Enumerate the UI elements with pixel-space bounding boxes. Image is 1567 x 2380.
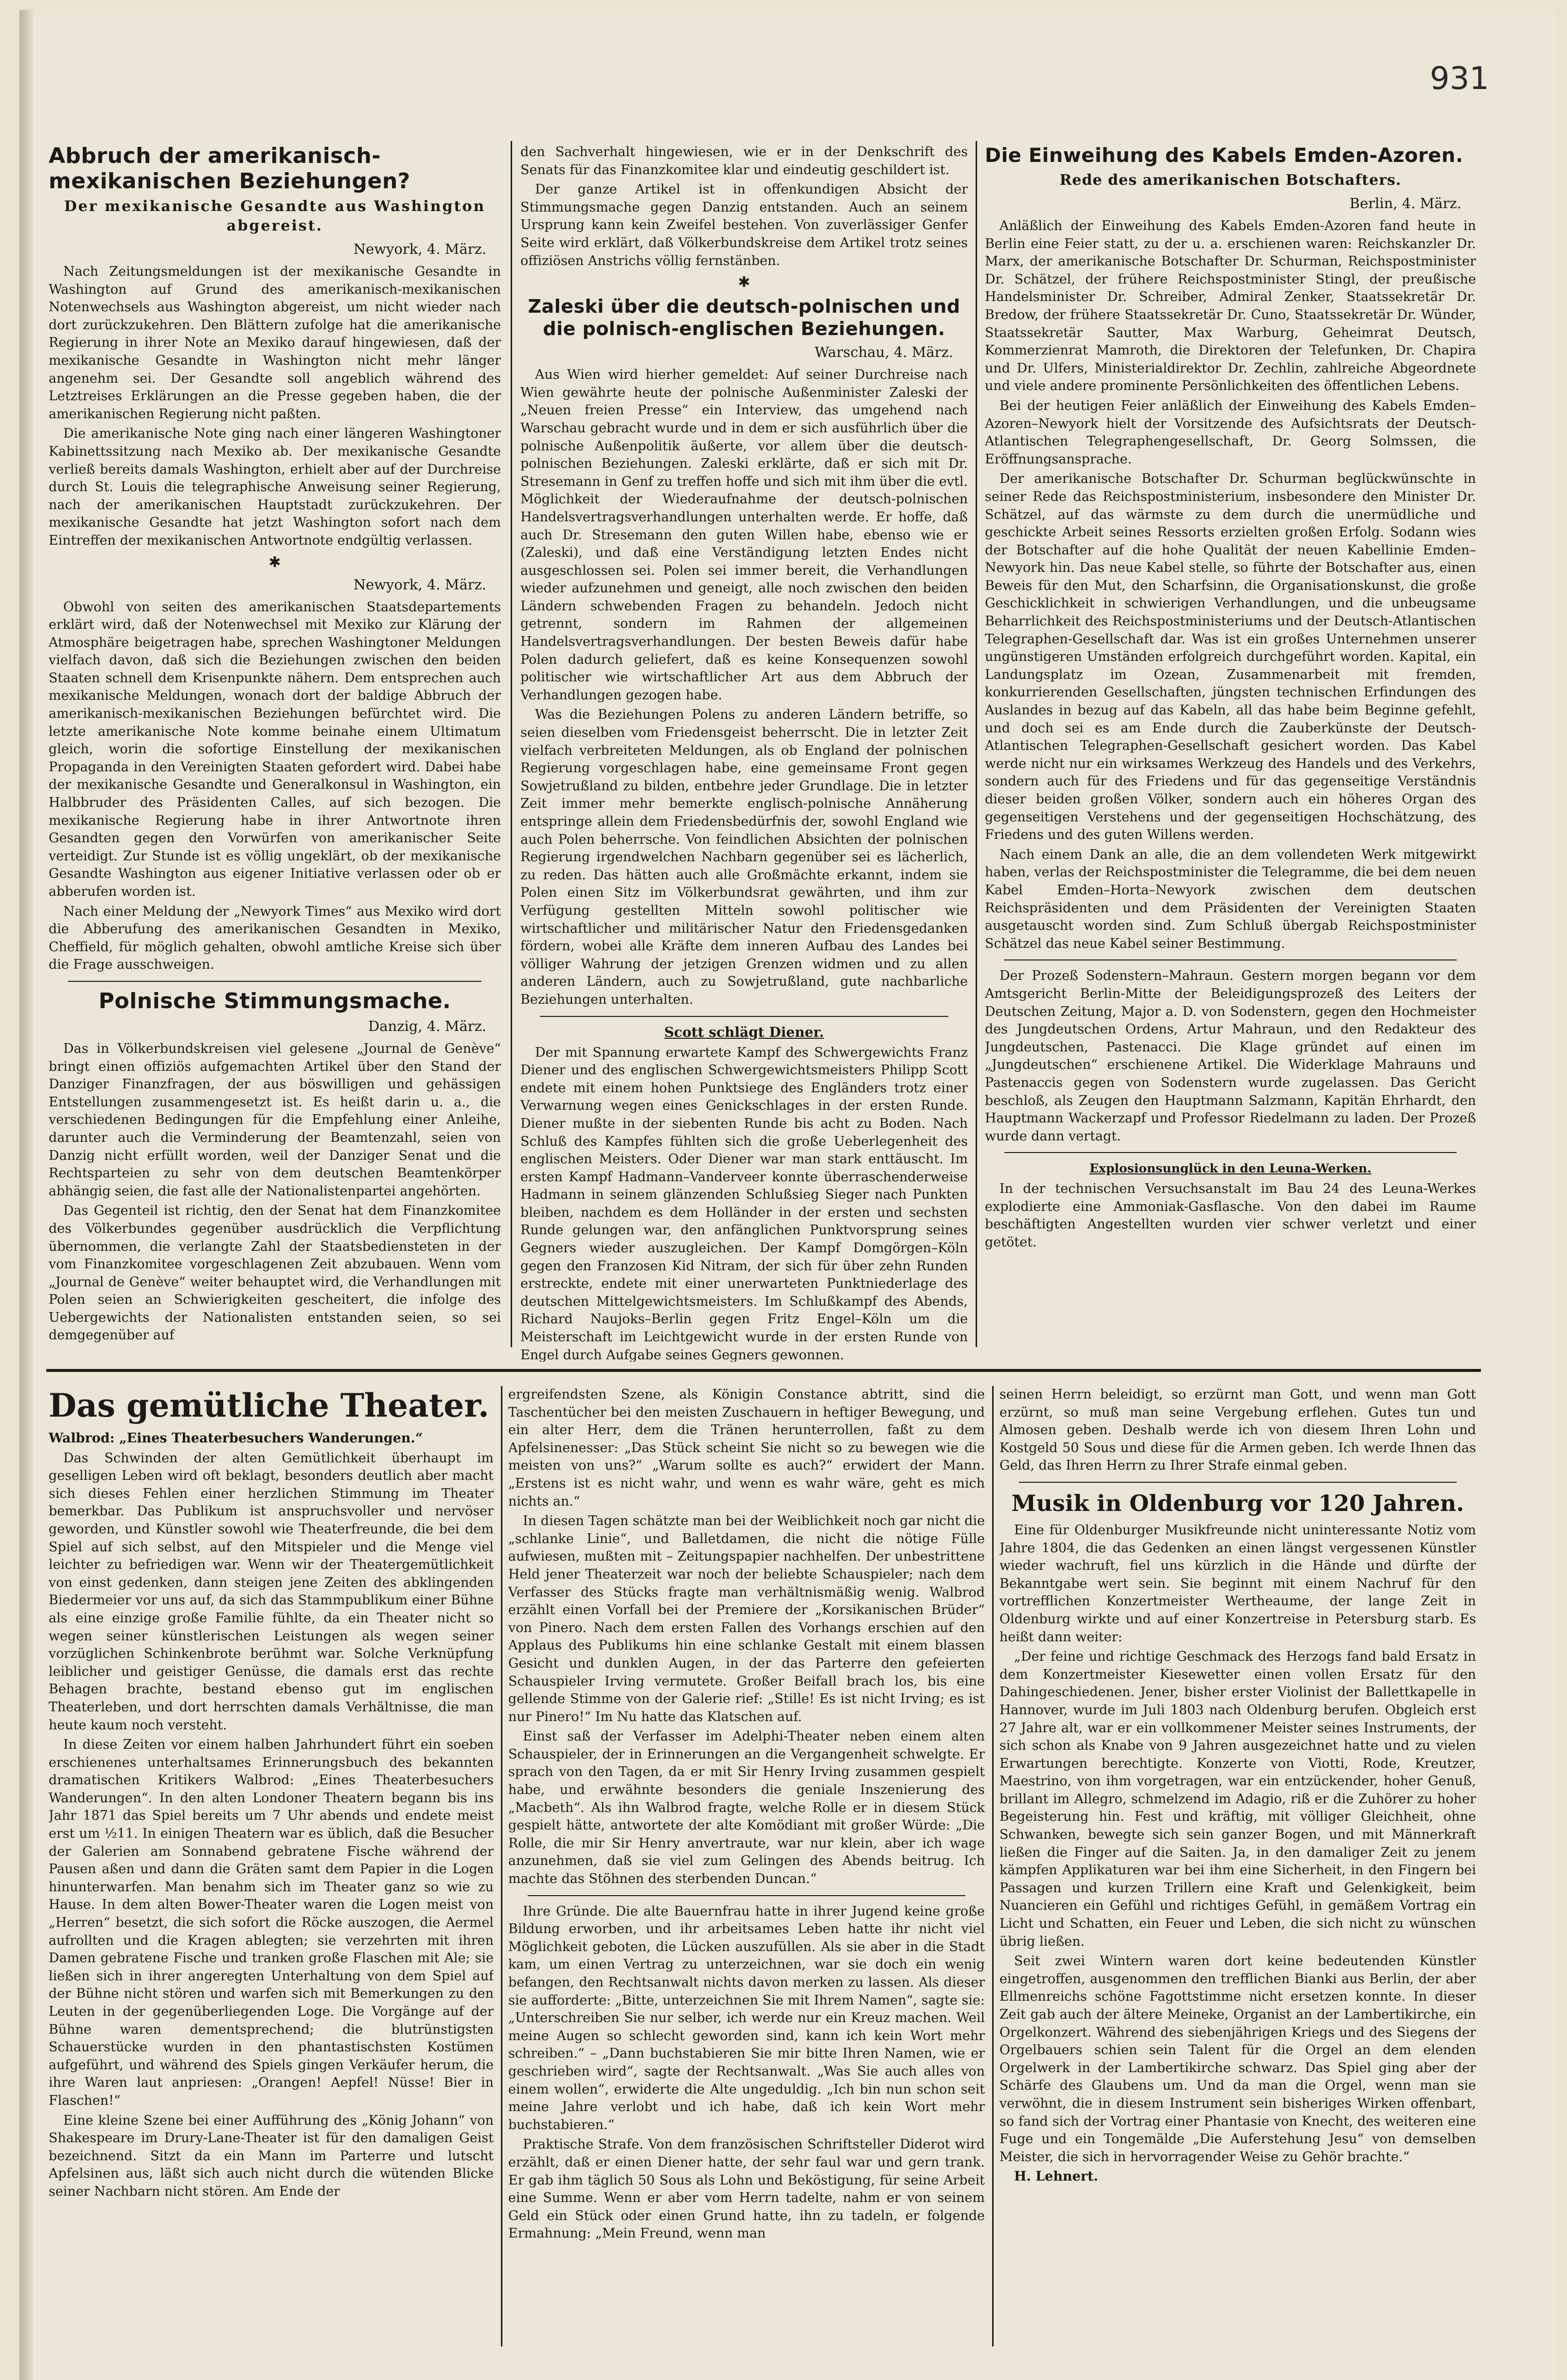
dateline: Warschau, 4. März. <box>815 344 953 361</box>
paragraph: Der ganze Artikel ist in offenkundigen Absicht der Stimmungsmache gegen Danzig entstanden. Auch an seinem Ursprung kann kein Zweifel bestehen. Von zuverlässiger Genfer Seite wird erklärt, daß Völkerbundskreise dem Artikel trotz seines offiziösen Anstrichs völlig fernstänben. <box>520 182 968 268</box>
paragraph: Das Gegenteil ist richtig, den der Senat hat dem Finanzkomitee des Völkerbundes gegenüber ausdrücklich die Verpflichtung übernommen, die verlangte Zahl der Staatsbediensteten in der vom Finanzkomitee vorgeschlagenen Zeit abzubauen. Wenn vom „Journal de Genève“ weiter behauptet wird, die Verhandlungen mit Polen seien an Schwierigkeiten gescheitert, die infolge des Uebergewichts der Nationalisten entstanden seien, so sei demgegenüber auf <box>49 1203 501 1343</box>
column-rule <box>976 141 977 1347</box>
paragraph: Was die Beziehungen Polens zu anderen Ländern betriffe, so seien dieselben vom Friedensgeist beherrscht. Die in letzter Zeit vielfach verbreiteten Meldungen, als ob England der polnischen Regierung vorgeschlagen habe, eine gemeinsame Front gegen Sowjetrußland zu bilden, entbehre jeder Grundlage. Die in letzter Zeit immer mehr bemerkte englisch-polnische Annäherung entspringe allein dem Friedensbedürfnis der, sowohl England wie auch Polen beherrsche. Von feindlichen Absichten der polnischen Regierung irgendwelchen Nachbarn gegenüber sei es lächerlich, zu reden. Das hätten auch alle Großmächte erkannt, indem sie Polen einen Sitz im Völkerbundsrat gewährten, und ihm zur Verfügung gestellten Mitteln sowohl politischer wie wirtschaftlicher und militärischer Natur den Friedensgedanken fördern, wobei alle Kräfte dem inneren Aufbau des Landes bei völliger Wahrung der jetzigen Grenzen widmen und zu allen anderen Ländern, auch zu Sowjetrußland, gute nachbarliche Beziehungen unterhalten. <box>520 707 968 1007</box>
author-signature: H. Lehnert. <box>1014 2169 1099 2185</box>
article-separator <box>528 1895 965 1896</box>
column-rule <box>501 1386 502 2346</box>
paragraph: Ihre Gründe. Die alte Bauernfrau hatte in ihrer Jugend keine große Bildung erworben, und ihr arbeitsames Leben hatte ihr nicht viel Möglichkeit geboten, die Lücken auszufüllen. Als sie aber in die Stadt kam, um einen Vertrag zu unterzeichnen, war sie doch ein wenig befangen, den Rechtsanwalt nichts davon merken zu lassen. Als dieser sie aufforderte: „Bitte, unterzeichnen Sie mit Ihrem Namen“, sagte sie: „Unterschreiben Sie nur selber, ich werde nur ein Kreuz machen. Weil meine Augen so schlecht geworden sind, kann ich kein Wort mehr schreiben.“ – „Dann buchstabieren Sie mir bitte Ihren Namen, wie er geschrieben wird“, sagte der Rechtsanwalt. „Was Sie auch alles von einem wollen“, erwiderte die Alte ungeduldig. „Ich bin nun schon seit meine Jahre verlobt und ich habe, daß ich kein Wort mehr buchstabieren.“ <box>508 1903 985 2132</box>
paragraph: Einst saß der Verfasser im Adelphi-Theater neben einem alten Schauspieler, der in Erinnerungen an die Vergangenheit schwelgte. Er sprach von den Tagen, da er mit Sir Henry Irving zusammen gespielt habe, und erwähnte besonders die geniale Inszenierung des „Macbeth“. Als ihn Walbrod fragte, welche Rolle er in diesem Stück gespielt hätte, antwortete der alte Komödiant mit großer Würde: „Die Rolle, die mir Sir Henry anvertraute, war nur klein, aber ich wage anzunehmen, daß sie viel zum Gelingen des Abends beitrug. Ich machte das Stöhnen des sterbenden Duncan.“ <box>508 1729 985 1887</box>
paragraph: Nach einem Dank an alle, die an dem vollendeten Werk mitgewirkt haben, verlas der Reichspostminister die Telegramme, die bei dem neuen Kabel Emden–Horta–Newyork zwischen dem deutschen Reichspräsidenten und dem Präsidenten der Vereinigten Staaten ausgetauscht worden sind. Zum Schluß übergab Reichspostminister Schätzel das neue Kabel seiner Bestimmung. <box>985 847 1476 951</box>
feuilleton-column-middle <box>508 1386 985 2346</box>
paragraph: Praktische Strafe. Von dem französischen Schriftsteller Diderot wird erzählt, daß er einen Diener hatte, der sehr faul war und gern trank. Er gab ihm täglich 50 Sous als Lohn und Beköstigung, für seine Arbeit eine Summe. Wenn er aber vom Herrn tadelte, nahm er von seinem Geld ein Stück oder einen Grund hatte, ihn zu tadeln, er folgende Ermahnung: „Mein Freund, wenn man <box>508 2137 985 2241</box>
paragraph: den Sachverhalt hingewiesen, wie er in der Denkschrift des Senats für das Finanzkomitee klar und eindeutig geschildert ist. <box>520 144 968 178</box>
paragraph: Der amerikanische Botschafter Dr. Schurman beglückwünschte in seiner Rede das Reichspostministerium, insbesondere den Minister Dr. Schätzel, auf das wärmste zu dem durch die unermüdliche und geschickte Arbeit seines Ressorts erzielten großen Erfolg. Sodann wies der Botschafter auf die hohe Qualität der neuen Kabellinie Emden–Newyork hin. Das neue Kabel stelle, so führte der Botschafter aus, einen Beweis für den Mut, den Scharfsinn, die Organisationskunst, die große Geschicklichkeit in schwierigen Verhandlungen, und die unbeugsame Beharrlichkeit des Reichspostministeriums und der Deutsch-Atlantischen Telegraphen-Gesellschaft dar. Was ist ein großes Unternehmen unserer ungünstigeren Umständen erfolgreich durchgeführt worden. Kapital, ein Landungsplatz im Ozean, Zusammenarbeit mit fremden, konkurrierenden Gesellschaften, jüngsten technischen Erfindungen des Auslandes in bezug auf das Kabeln, all das habe beim Beginne gefehlt, und doch sei es am Ende durch die Zauberkünste der Deutsch-Atlantischen Telegraphen-Gesellschaft gesichert worden. Das Kabel werde nicht nur ein wirksames Werkzeug des Handels und des Verkehrs, sondern auch für des Friedens und für das gegenseitige Verständnis dieser beiden großen Völker, sondern auch ein höheres Organ des gegenseitigen Verstehens und der gegenseitigen Hochschätzung, des Friedens und des guten Willens werden. <box>985 471 1476 843</box>
article-headline: Abbruch der amerikanisch-mexikanischen Beziehungen? <box>49 143 410 194</box>
article-subheadline: Der mexikanische Gesandte aus Washington abgereist. <box>64 198 486 234</box>
section-star: ✱ <box>268 553 281 571</box>
article-subheadline: Rede des amerikanischen Botschafters. <box>1059 172 1402 189</box>
paragraph: In der technischen Versuchsanstalt im Bau 24 des Leuna-Werkes explodierte eine Ammoniak-Gasflasche. Von den dabei im Raume beschäftigten Angestellten wurden vier schwer verletzt und einer getötet. <box>985 1181 1476 1250</box>
paragraph: Nach Zeitungsmeldungen ist der mexikanische Gesandte in Washington auf Grund des amerikanisch-mexikanischen Notenwechsels aus Washington abgereist, um nicht wieder nach dort zurückzukehren. Den Blättern zufolge hat die amerikanische Regierung in ihrer Note an Mexiko darauf hingewiesen, daß der mexikanische Gesandte in Washington nicht mehr länger angenehm sei. Der Gesandte soll angeblich während des Letztreises Erklärungen an die Presse gegeben haben, die der amerikanischen Regierung nicht paßten. <box>49 264 501 422</box>
dateline: Newyork, 4. März. <box>353 576 486 593</box>
feuilleton-headline: Musik in Oldenburg vor 120 Jahren. <box>1011 1490 1464 1516</box>
paragraph: „Der feine und richtige Geschmack des Herzogs fand bald Ersatz in dem Konzertmeister Kiesewetter einen vollen Ersatz für den Dahingeschiedenen. Jener, bisher erster Violinist der Ballettkapelle in Hannover, wurde im Juli 1803 nach Oldenburg berufen. Obgleich erst 27 Jahre alt, war er ein vollkommener Meister seines Instruments, der sich schon als Knabe von 9 Jahren ausgezeichnet hatte und zu vielen Erwartungen berechtigte. Konzerte von Viotti, Rode, Kreutzer, Maestrino, von ihm vorgetragen, war ein entzückender, hoher Genuß, brillant im Allegro, schmelzend im Adagio, riß er die Zuhörer zu hoher Begeisterung hin. Fest und kräftig, mit völliger Gleichheit, ohne Schwanken, bewegte sich sein ganzer Bogen, und mit Männerkraft ließen die Finger auf die Saiten. Ja, in den damaliger Zeit zu jenem kämpfen Applikaturen war bei ihm eine Sicherheit, in den Fingern bei Passagen und kurzen Trillern eine Kraft und Gelenkigkeit, beim Nuancieren ein Gefühl und richtiges Gefühl, in gemäßem Vortrag ein Licht und Schatten, ein Feuer und Leben, die sich nicht zu wünschen übrig ließen. <box>999 1649 1476 1949</box>
paragraph: ergreifendsten Szene, als Königin Constance abtritt, sind die Taschentücher bei den meisten Zuschauern in heftiger Bewegung, und ein alter Herr, dem die Tränen herunterrollen, faßt zu dem Apfelsinenesser: „Das Stück scheint Sie nicht so zu bewegen wie die meisten von uns?“ „Warum sollte es auch?“ erwidert der Mann. „Erstens ist es nicht wahr, und wenn es wahr wäre, geht es mich nichts an.“ <box>508 1387 985 1509</box>
paragraph: Seit zwei Wintern waren dort keine bedeutenden Künstler eingetroffen, ausgenommen den trefflichen Bianki aus Berlin, der aber Ellmenreichs schöne Fagottstimme nicht ersetzen konnte. In dieser Zeit gab auch der ältere Meineke, Organist an der Lambertikirche, ein Orgelkonzert. Während des siebenjährigen Kriegs und des Siegens der Orgelbauers schien sein Talent für die Orgel an dem elenden Orgelwerk in der Lambertikirche schwarz. Das Spiel ging aber der Schärfe des Glaubens um. Und da man die Orgel, wenn man sie verwöhnt, die in diesem Instrument sein bisheriges Wirken offenbart, so fand sich der Vortrag einer Phantasie von Knecht, des weiteren eine Fuge und ein Tongemälde „Die Auferstehung Jesu“ von demselben Meister, die sich in hervorragender Weise zu Gehör brachte.“ <box>999 1954 1476 2165</box>
column-rule <box>511 141 512 1347</box>
page-fold-shadow <box>19 10 33 2380</box>
paragraph: Eine für Oldenburger Musikfreunde nicht uninteressante Notiz vom Jahre 1804, die das Gedenken an einen längst vergessenen Künstler wieder wachruft, fiel uns kürzlich in die Hände und dürfte der Bekanntgabe wert sein. Sie beginnt mit einem Nachruf für den vortrefflichen Konzertmeister Wertheaume, der lange Zeit in Oldenburg wirkte und auf einer Konzertreise in Petersburg starb. Es heißt dann weiter: <box>999 1522 1476 1645</box>
article-separator <box>68 981 481 982</box>
article-separator <box>1019 1482 1457 1483</box>
article-separator <box>1004 1152 1457 1153</box>
paragraph: Die amerikanische Note ging nach einer längeren Washingtoner Kabinettssitzung nach Mexiko ab. Der mexikanische Gesandte verließ bereits damals Washington, erhielt aber auf der Durchreise durch St. Louis die telegraphische Anweisung seiner Regierung, nach der amerikanischen Hauptstadt zurückzukehren. Der mexikanische Gesandte hat jetzt Washington sofort nach dem Eintreffen der mexikanischen Antwortnote endgültig verlassen. <box>49 426 501 548</box>
paragraph: Der mit Spannung erwartete Kampf des Schwergewichts Franz Diener und des englischen Schwergewichtsmeisters Philipp Scott endete mit einem hohen Punktsiege des Engländers trotz einer Verwarnung wegen eines Genickschlages in der ersten Runde. Diener mußte in der siebenten Runde bis acht zu Boden. Nach Schluß des Kampfes fühlten sich die große Ueberlegenheit des englischen Meisters. Oder Diener war man stark enttäuscht. Im ersten Kampf Hadmann–Vanderveer konnte überraschenderweise Hadmann in seinem glänzenden Schlußsieg Sieger nach Punkten bleiben, nachdem es dem Holländer in der ersten und sechsten Runde gelungen war, den anfänglichen Punktvorsprung seines Gegners wieder auszugleichen. Der Kampf Domgörgen–Köln gegen den Franzosen Kid Nitram, der sich für über zehn Runden erstreckte, endete mit einer unerwarteten Punktniederlage des deutschen Mittelgewichtsmeisters. Im Schlußkampf des Abends, Richard Naujoks–Berlin gegen Fritz Engel–Köln um die Meisterschaft im Leichtgewicht wurde in der ersten Runde von Engel durch Aufgabe seines Gegners gewonnen. <box>520 1045 968 1362</box>
feuilleton-headline: Das gemütliche Theater. <box>49 1386 489 1424</box>
feuilleton-column-left <box>49 1386 494 2346</box>
dateline: Berlin, 4. März. <box>1349 195 1461 212</box>
article-separator <box>1004 959 1457 960</box>
article-headline: Polnische Stimmungsmache. <box>98 988 451 1013</box>
paragraph: Das Schwinden der alten Gemütlichkeit überhaupt im geselligen Leben wird oft beklagt, besonders deutlich aber macht sich dieses Fehlen einer herzlichen Stimmung im Theater bemerkbar. Das Publikum ist anspruchsvoller und nervöser geworden, und Künstler sowohl wie Theaterfreunde, die bei dem Spiel auf sich selbst, auf den Mitspieler und die Menge viel leichter zu befriedigen war. Wenn wir der Theatergemütlichkeit von einst gedenken, dann steigen jene Zeiten des abklingenden Biedermeier vor uns auf, da sich das Stammpublikum einer Bühne als eine einzige große Familie fühlte, da ein Theater nicht so wegen seiner künstlerischen Leistungen als wegen seiner vorzüglichen Schinkenbrote berühmt war. Solche Verknüpfung leiblicher und geistiger Genüsse, die damals erst das rechte Behagen brachte, bestand ebenso gut im englischen Theaterleben, und dort herrschten damals Verhältnisse, die man heute kaum noch versteht. <box>49 1450 494 1733</box>
dateline: Danzig, 4. März. <box>368 1017 486 1034</box>
paragraph: Nach einer Meldung der „Newyork Times“ aus Mexiko wird dort die Abberufung des amerikanischen Gesandten in Mexiko, Cheffield, für möglich gehalten, obwohl amtliche Kreise sich über die Frage ausschweigen. <box>49 904 501 973</box>
article-separator <box>540 1016 948 1017</box>
feuilleton-subtitle: Walbrod: „Eines Theaterbesuchers Wanderungen.“ <box>49 1431 423 1446</box>
paragraph: Eine kleine Szene bei einer Aufführung des „König Johann“ von Shakespeare im Drury-Lane-Theater ist für den damaligen Geist bezeichnend. Sitzt da ein Mann im Parterre und lutscht Apfelsinen aus, läßt sich auch nicht durch die wütenden Blicke seiner Nachbarn nicht stören. Am Ende der <box>49 2113 494 2199</box>
section-divider <box>46 1369 1481 1372</box>
dateline: Newyork, 4. März. <box>353 241 486 257</box>
paragraph: Bei der heutigen Feier anläßlich der Einweihung des Kabels Emden–Azoren–Newyork hielt der Vorsitzende des Aufsichtsrats der Deutsch-Atlantischen Telegraphengesellschaft, Dr. Georg Solmssen, die Eröffnungsansprache. <box>985 398 1476 467</box>
paragraph: In diesen Tagen schätzte man bei der Weiblichkeit noch gar nicht die „schlanke Linie“, und Balletdamen, die nicht die nötige Fülle aufwiesen, mußten mit – Zeitungspapier nachhelfen. Der unbestrittene Held jener Theaterzeit war noch der beliebte Schauspieler; nach dem Verfasser des Stücks fragte man verhältnismäßig wenig. Walbrod erzählt einen Vorfall bei der Premiere der „Korsikanischen Brüder“ von Pinero. Nach dem ersten Fallen des Vorhangs erschien auf den Applaus des Publikums hin eine schlanke Gestalt mit einem blassen Gesicht und dunklen Augen, in der das Parterre den gefeierten Schauspieler Irving vermutete. Großer Beifall brach los, bis eine gellende Stimme von der Galerie rief: „Stille! Es ist nicht Irving; es ist nur Pinero!“ Im Nu hatte das Klatschen auf. <box>508 1513 985 1724</box>
paragraph: In diese Zeiten vor einem halben Jahrhundert führt ein soeben erschienenes unterhaltsames Erinnerungsbuch des bekannten dramatischen Kritikers Walbrod: „Eines Theaterbesuchers Wanderungen“. In den alten Londoner Theatern begann bis ins Jahr 1871 das Spiel bereits um 7 Uhr abends und endete meist erst um ½11. In einigen Theatern war es üblich, daß die Besucher der Galerien am Sonnabend gebratene Fische während der Pausen aßen und dann die Gräten samt dem Papier in die Logen hinunterwarfen. Man benahm sich im Theater ganz so wie zu Hause. In dem alten Bower-Theater waren die Logen meist von „Herren“ besetzt, die sich sofort die Röcke auszogen, die Aermel aufrollten und die Kragen ablegten; sie verzehrten mit ihren Damen gebratene Fische und tranken große Flaschen mit Ale; sie ließen sich in ihrer angeregten Unterhaltung von dem Spiel auf der Bühne nicht stören und warfen sich mit Bemerkungen zu den Leuten in der gegenüberliegenden Loge. Die Vorgänge auf der Bühne waren dementsprechend; die blutrünstigsten Schauerstücke wurden in den phantastischsten Kostümen aufgeführt, und während des Spiels gingen Verkäufer herum, die ihre Waren laut anpriesen: „Orangen! Aepfel! Nüsse! Bier in Flaschen!“ <box>49 1737 494 2108</box>
article-headline: Scott schlägt Diener. <box>664 1024 824 1040</box>
article-headline: Zaleski über die deutsch-polnischen und die polnisch-englischen Beziehungen. <box>528 296 961 340</box>
column-middle <box>520 143 968 1362</box>
paragraph: Das in Völkerbundskreisen viel gelesene „Journal de Genève“ bringt einen offiziös aufgemachten Artikel über den Stand der Danziger Finanzfragen, der aus böswilligen und gehässigen Entstellungen zusammengesetzt ist. Es heißt darin u. a., die verschiedenen Bedingungen für die Empfehlung einer Anleihe, darunter auch die Verminderung der Beamtenzahl, seien von Danzig nicht erfüllt worden, weil der Danziger Senat und die Rechtsparteien zu sehr von dem deutschen Beamtenkörper abhängig seien, die fast alle der Nationalistenpartei angehörten. <box>49 1041 501 1199</box>
column-rule <box>992 1386 994 2346</box>
paragraph: Obwohl von seiten des amerikanischen Staatsdepartements erklärt wird, daß der Notenwechsel mit Mexiko zur Klärung der Atmosphäre beigetragen habe, sprechen Washingtoner Meldungen vielfach davon, daß sich die Beziehungen zwischen den beiden Staaten schnell dem Krisenpunkte nähern. Dem entsprechen auch mexikanische Meldungen, wonach dort der baldige Abbruch der amerikanisch-mexikanischen Beziehungen befürchtet wird. Die letzte amerikanische Note komme beinahe einem Ultimatum gleich, worin die sofortige Einstellung der mexikanischen Propaganda in den Vereinigten Staaten gefordert wird. Dabei habe der mexikanische Gesandte und Generalkonsul in Washington, ein Halbbruder des Präsidenten Calles, auf sich bezogen. Die mexikanische Regierung habe in ihrer Antwortnote ihren Gesandten gegen den Vorwürfen von amerikanischer Seite verteidigt. Zur Stunde ist es völlig ungeklärt, ob der mexikanische Gesandte Washington aus eigener Initiative verlassen oder ob er abberufen worden ist. <box>49 599 501 899</box>
paragraph: Anläßlich der Einweihung des Kabels Emden-Azoren fand heute in Berlin eine Feier statt, zu der u. a. erschienen waren: Reichskanzler Dr. Marx, der amerikanische Botschafter Dr. Schurman, Reichspostminister Dr. Schätzel, der frühere Reichspostminister Stingl, der preußische Handelsminister Dr. Schreiber, Admiral Zenker, Staatssekretär Dr. Bredow, der frühere Staatssekretär Dr. Cuno, Staatssekretär Dr. Wünder, Staatssekretär Sautter, Max Warburg, Geheimrat Deutsch, Kommerzienrat Mamroth, die Direktoren der Telefunken, Dr. Chapira und Dr. Ulfers, Ministerialdirektor Dr. Zechlin, zahlreiche Abgeordnete und viele andere prominente Persönlichkeiten des öffentlichen Lebens. <box>985 218 1476 394</box>
paragraph: Aus Wien wird hierher gemeldet: Auf seiner Durchreise nach Wien gewährte heute der polnische Außenminister Zaleski der „Neuen freien Presse“ ein Interview, das umgehend nach Warschau gebracht wurde und in dem er sich ausführlich über die polnische Außenpolitik äußerte, vor allem über die deutsch-polnischen Beziehungen. Zaleski erklärte, daß er sich mit Dr. Stresemann in Genf zu treffen hoffe und sich mit ihm über die evtl. Möglichkeit der Wiederaufnahme der deutsch-polnischen Handelsvertragsverhandlungen unterhalten werde. Er hoffe, daß auch Dr. Stresemann den guten Willen habe, ebenso wie er (Zaleski), und daß eine Verständigung letzten Endes nicht ausgeschlossen sei. Polen sei immer bereit, die Verhandlungen wieder aufzunehmen und geneigt, alle noch zwischen den beiden Ländern schwebenden Fragen zu behandeln. Jedoch nicht getrennt, sondern im Rahmen der allgemeinen Handelsvertragsverhandlungen. Der besten Beweis dafür habe Polen dadurch geliefert, daß es keine Konsequenzen sowohl politischer wie wirtschaftlicher Art aus dem Abbruch der Verhandlungen gezogen habe. <box>520 367 968 703</box>
article-headline: Die Einweihung des Kabels Emden-Azoren. <box>985 144 1463 167</box>
column-left <box>49 143 501 1362</box>
newspaper-page <box>19 10 1557 2380</box>
paragraph: Der Prozeß Sodenstern–Mahraun. Gestern morgen begann vor dem Amtsgericht Berlin-Mitte der Beleidigungsprozeß des Leiters der Deutschen Zeitung, Major a. D. von Sodenstern, gegen den Hochmeister des Jungdeutschen Ordens, Artur Mahraun, und den Redakteur des Jungdeutschen, Pastenacci. Die Klage gründet auf einen im „Jungdeutschen“ erschienene Artikel. Die Widerklage Mahrauns und Pastenaccis gegen von Sodenstern wurde zugelassen. Das Gericht beschloß, als Zeugen den Hauptmann Salzmann, Kapitän Ehrhardt, den Hauptmann Wackerzapf und Professor Riedelmann zu laden. Der Prozeß wurde dann vertagt. <box>985 968 1476 1144</box>
page-number: 931 <box>1429 61 1489 97</box>
paragraph: seinen Herrn beleidigt, so erzürnt man Gott, und wenn man Gott erzürnt, so muß man seine Vergebung erflehen. Gutes tun und Almosen geben. Deshalb werde ich von diesem Ihren Lohn und Kostgeld 50 Sous und diese für die Armen geben. Ich werde Ihnen das Geld, das Ihren Herrn zu Ihrer Strafe einmal geben. <box>999 1387 1476 1474</box>
section-star: ✱ <box>738 274 750 291</box>
column-right <box>985 143 1476 1362</box>
feuilleton-column-right <box>999 1386 1476 2346</box>
article-headline: Explosionsunglück in den Leuna-Werken. <box>1089 1161 1371 1176</box>
